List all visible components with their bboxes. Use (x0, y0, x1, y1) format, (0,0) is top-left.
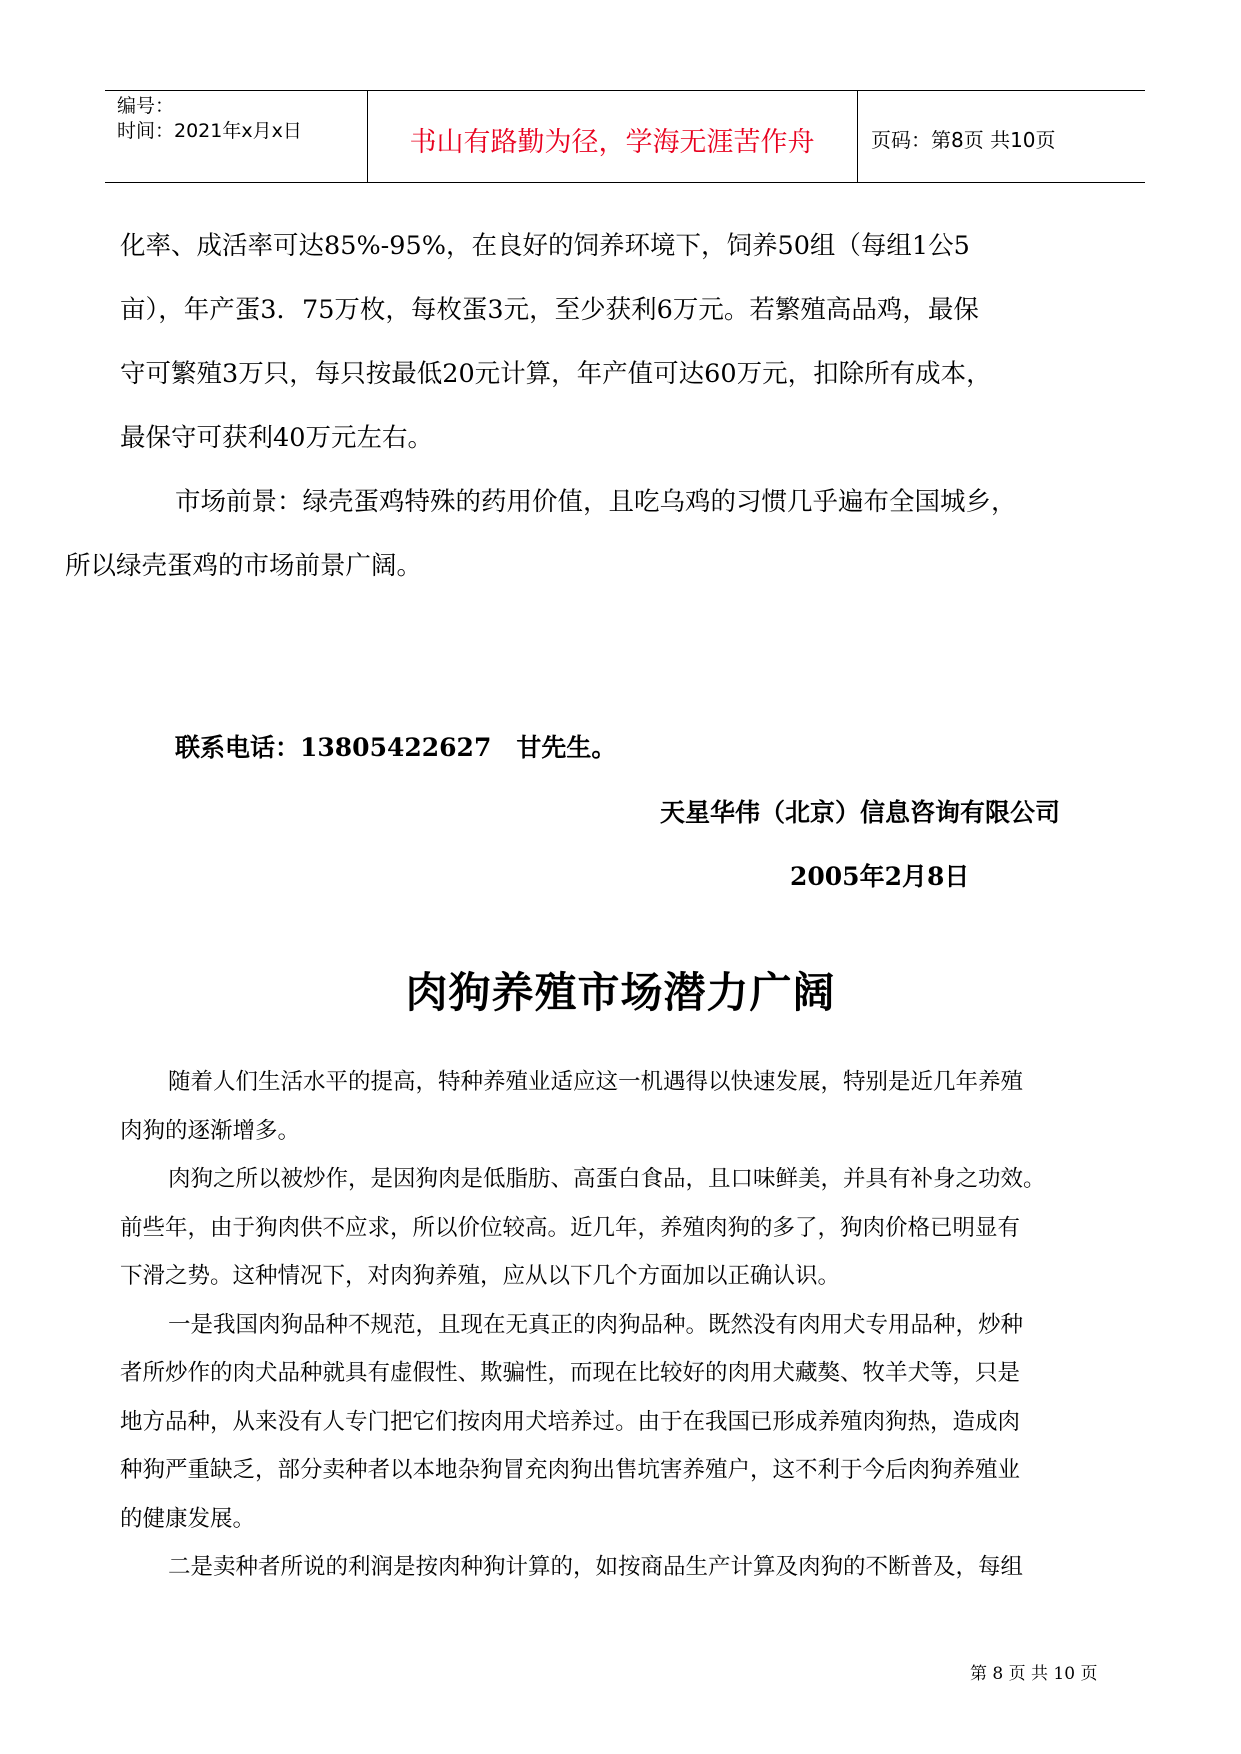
header-motto: 书山有路勤为径，学海无涯苦作舟 (409, 127, 815, 158)
paragraph: 肉狗之所以被炒作，是因狗肉是低脂肪、高蛋白食品，且口味鲜美，并具有补身之功效。 前些年，由于狗肉供不应求，所以价位较高。近几年，养殖肉狗的多了，狗肉价格已明显有 下滑之势。这种情况下，对肉狗养殖，应从以下几个方面加以正确认识。 (120, 1166, 1046, 1289)
article-title: 肉狗养殖市场潜力广阔 (405, 968, 836, 1017)
document-header (105, 90, 1145, 183)
paragraph-market-outlook: 市场前景：绿壳蛋鸡特殊的药用价值，且吃乌鸡的习惯几乎遍布全国城乡， 所以绿壳蛋鸡的市场前景广阔。 (65, 487, 1017, 581)
header-meta (117, 94, 302, 144)
company-name: 天星华伟（北京）信息咨询有限公司 (660, 798, 1061, 827)
number-label: 编号： (117, 95, 175, 117)
header-divider (857, 90, 858, 183)
section-text (65, 214, 1120, 598)
header-page-info: 页码：第8页 共10页 (871, 128, 1056, 152)
paragraph: 一是我国肉狗品种不规范，且现在无真正的肉狗品种。既然没有肉用犬专用品种，炒种 者所炒作的肉犬品种就具有虚假性、欺骗性，而现在比较好的肉用犬藏獒、牧羊犬等，只是 地方品种，从来没有人专门把它们按肉用犬培养过。由于在我国已形成养殖肉狗热，造成肉 种狗严重缺乏，部分卖种者以本地杂狗冒充肉狗出售坑害养殖户，这不利于今后肉狗养殖业 的健康发展。 (120, 1311, 1024, 1532)
article-body (120, 1058, 1120, 1592)
contact-line: 联系电话：13805422627 甘先生。 (175, 733, 617, 762)
page-footer: 第 8 页 共 10 页 (970, 1664, 1098, 1684)
date-line: 2005年2月8日 (790, 862, 970, 891)
paragraph: 随着人们生活水平的提高，特种养殖业适应这一机遇得以快速发展，特别是近几年养殖 肉狗的逐渐增多。 (120, 1069, 1024, 1144)
header-bottom-rule (105, 182, 1145, 183)
paragraph: 二是卖种者所说的利润是按肉种狗计算的，如按商品生产计算及肉狗的不断普及，每组 (168, 1554, 1024, 1580)
paragraph: 化率、成活率可达85%-95%，在良好的饲养环境下，饲养50组（每组1公5 亩），年产蛋3．75万枚，每枚蛋3元，至少获利6万元。若繁殖高品鸡，最保 守可繁殖3万只，每只按最低20元计算，年产值可达60万元，扣除所有成本， 最保守可获利40万元左右。 (120, 231, 992, 453)
header-top-rule (105, 90, 1145, 91)
time-label: 时间：2021年x月x日 (117, 120, 302, 142)
